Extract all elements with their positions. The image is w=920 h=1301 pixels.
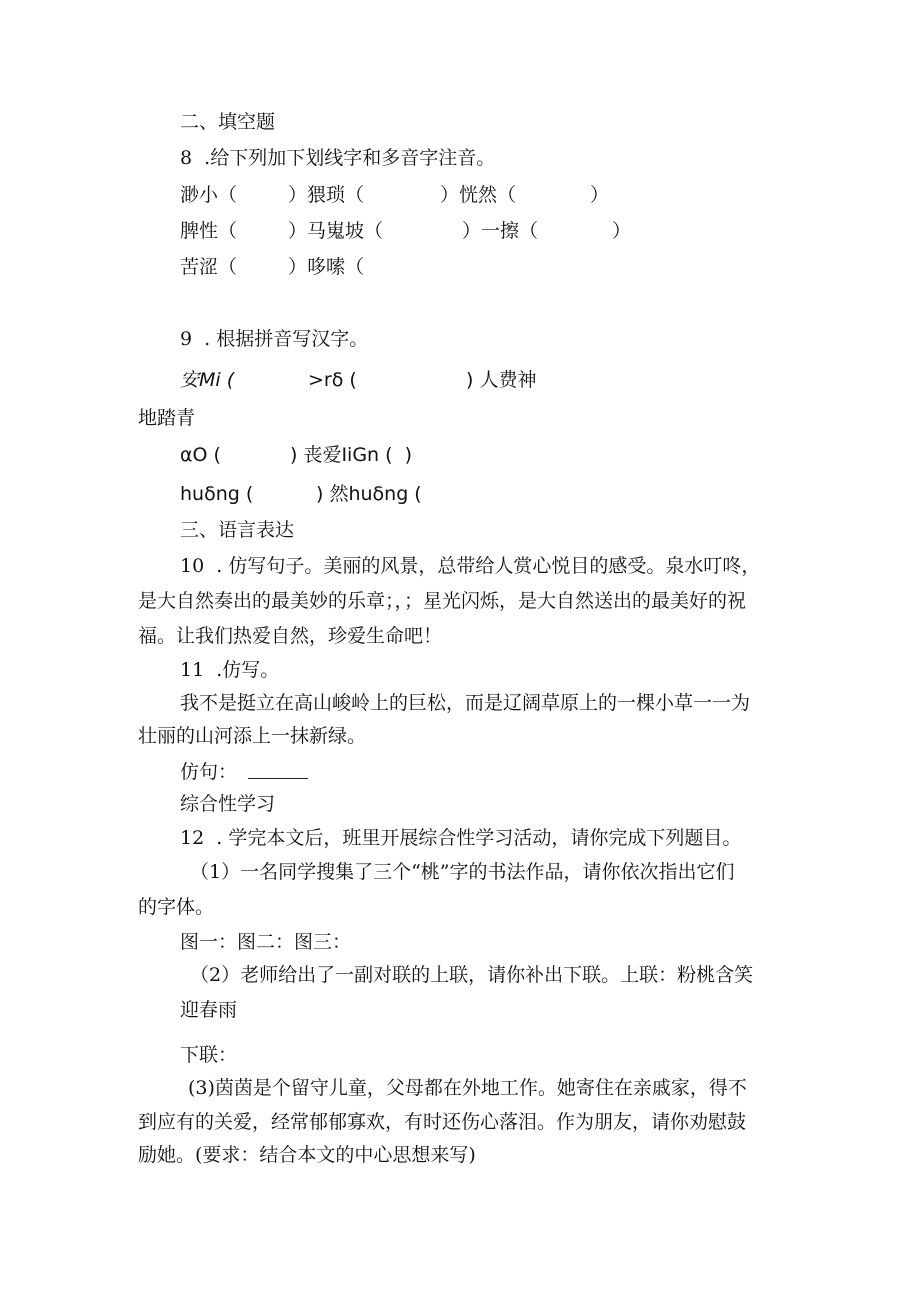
q9-row4-a: huδng ( [180,483,254,505]
question-9-prompt: 9 . 根据拼音写汉字。 [180,328,369,350]
q11-answer-label: 仿句： [180,761,238,783]
q8-row2-c: ）一擦（ [462,220,539,242]
q9-row1-c: ) 人费神 [466,369,537,391]
q8-row2-d: ） [612,220,632,242]
section-heading-language-expression: 三、语言表达 [180,519,295,541]
q9-row4-b: ) 然huδng ( [316,483,422,505]
q12-figures: 图一：图二：图三： [180,931,352,953]
q10-line1: 10 . 仿写句子。美丽的风景，总带给人赏心悦目的感受。泉水叮咚， [180,555,761,577]
question-8-prompt: 8 .给下列加下划线字和多音字注音。 [180,147,496,169]
q12-part3-line1: (3)茵茵是个留守儿童，父母都在外地工作。她寄住在亲戚家，得不 [188,1077,747,1099]
q12-part2-line2: 迎春雨 [180,999,238,1021]
q9-row1-b: >rδ ( [308,369,357,391]
q11-line2: 壮丽的山河添上一抹新绿。 [138,725,367,747]
q9-row3-b: ) 丧爱IiGn ( ) [290,444,413,466]
q8-row1-d: ） [590,184,610,206]
q8-row1-b: ）猥琐（ [288,184,365,206]
q11-answer-blank[interactable] [248,778,308,779]
q8-row3-a: 苦涩（ [180,256,238,278]
q8-row2-b: ）马嵬坡（ [288,220,384,242]
q9-row1-a: 安Mi ( [180,369,235,391]
section-heading-comprehensive: 综合性学习 [180,793,276,815]
q10-line2: 是大自然奏出的最美妙的乐章；，；星光闪烁，是大自然送出的最美好的祝 [138,590,747,612]
q11-line1: 我不是挺立在高山峻岭上的巨松，而是辽阔草原上的一棵小草一一为 [180,692,751,714]
q9-row3-a: αO ( [180,444,221,466]
q8-row3-b: ）哆嗦（ [288,256,365,278]
q8-row1-a: 渺小（ [180,184,238,206]
q12-part1-line2: 的字体。 [138,896,215,918]
q12-part3-line2: 到应有的关爱，经常郁郁寡欢，有时还伤心落泪。作为朋友，请你劝慰鼓 [138,1111,747,1133]
q12-part3-line3: 励她。(要求：结合本文的中心思想来写) [138,1144,476,1166]
q12-part2-answer: 下联： [180,1044,238,1066]
q9-row2: 地踏青 [138,407,196,429]
question-11-prompt: 11 .仿写。 [180,659,280,681]
q12-part2-line1: （2）老师给出了一副对联的上联，请你补出下联。上联：粉桃含笑 [190,964,754,986]
section-heading-fill-blank: 二、填空题 [180,111,276,133]
q12-part1-line1: （1）一名同学搜集了三个“桃”字的书法作品，请你依次指出它们 [190,861,735,883]
q8-row2-a: 脾性（ [180,220,238,242]
q10-line3: 福。让我们热爱自然，珍爱生命吧！ [138,625,443,647]
question-12-prompt: 12 . 学完本文后，班里开展综合性学习活动，请你完成下列题目。 [180,827,742,849]
q8-row1-c: ）恍然（ [440,184,517,206]
